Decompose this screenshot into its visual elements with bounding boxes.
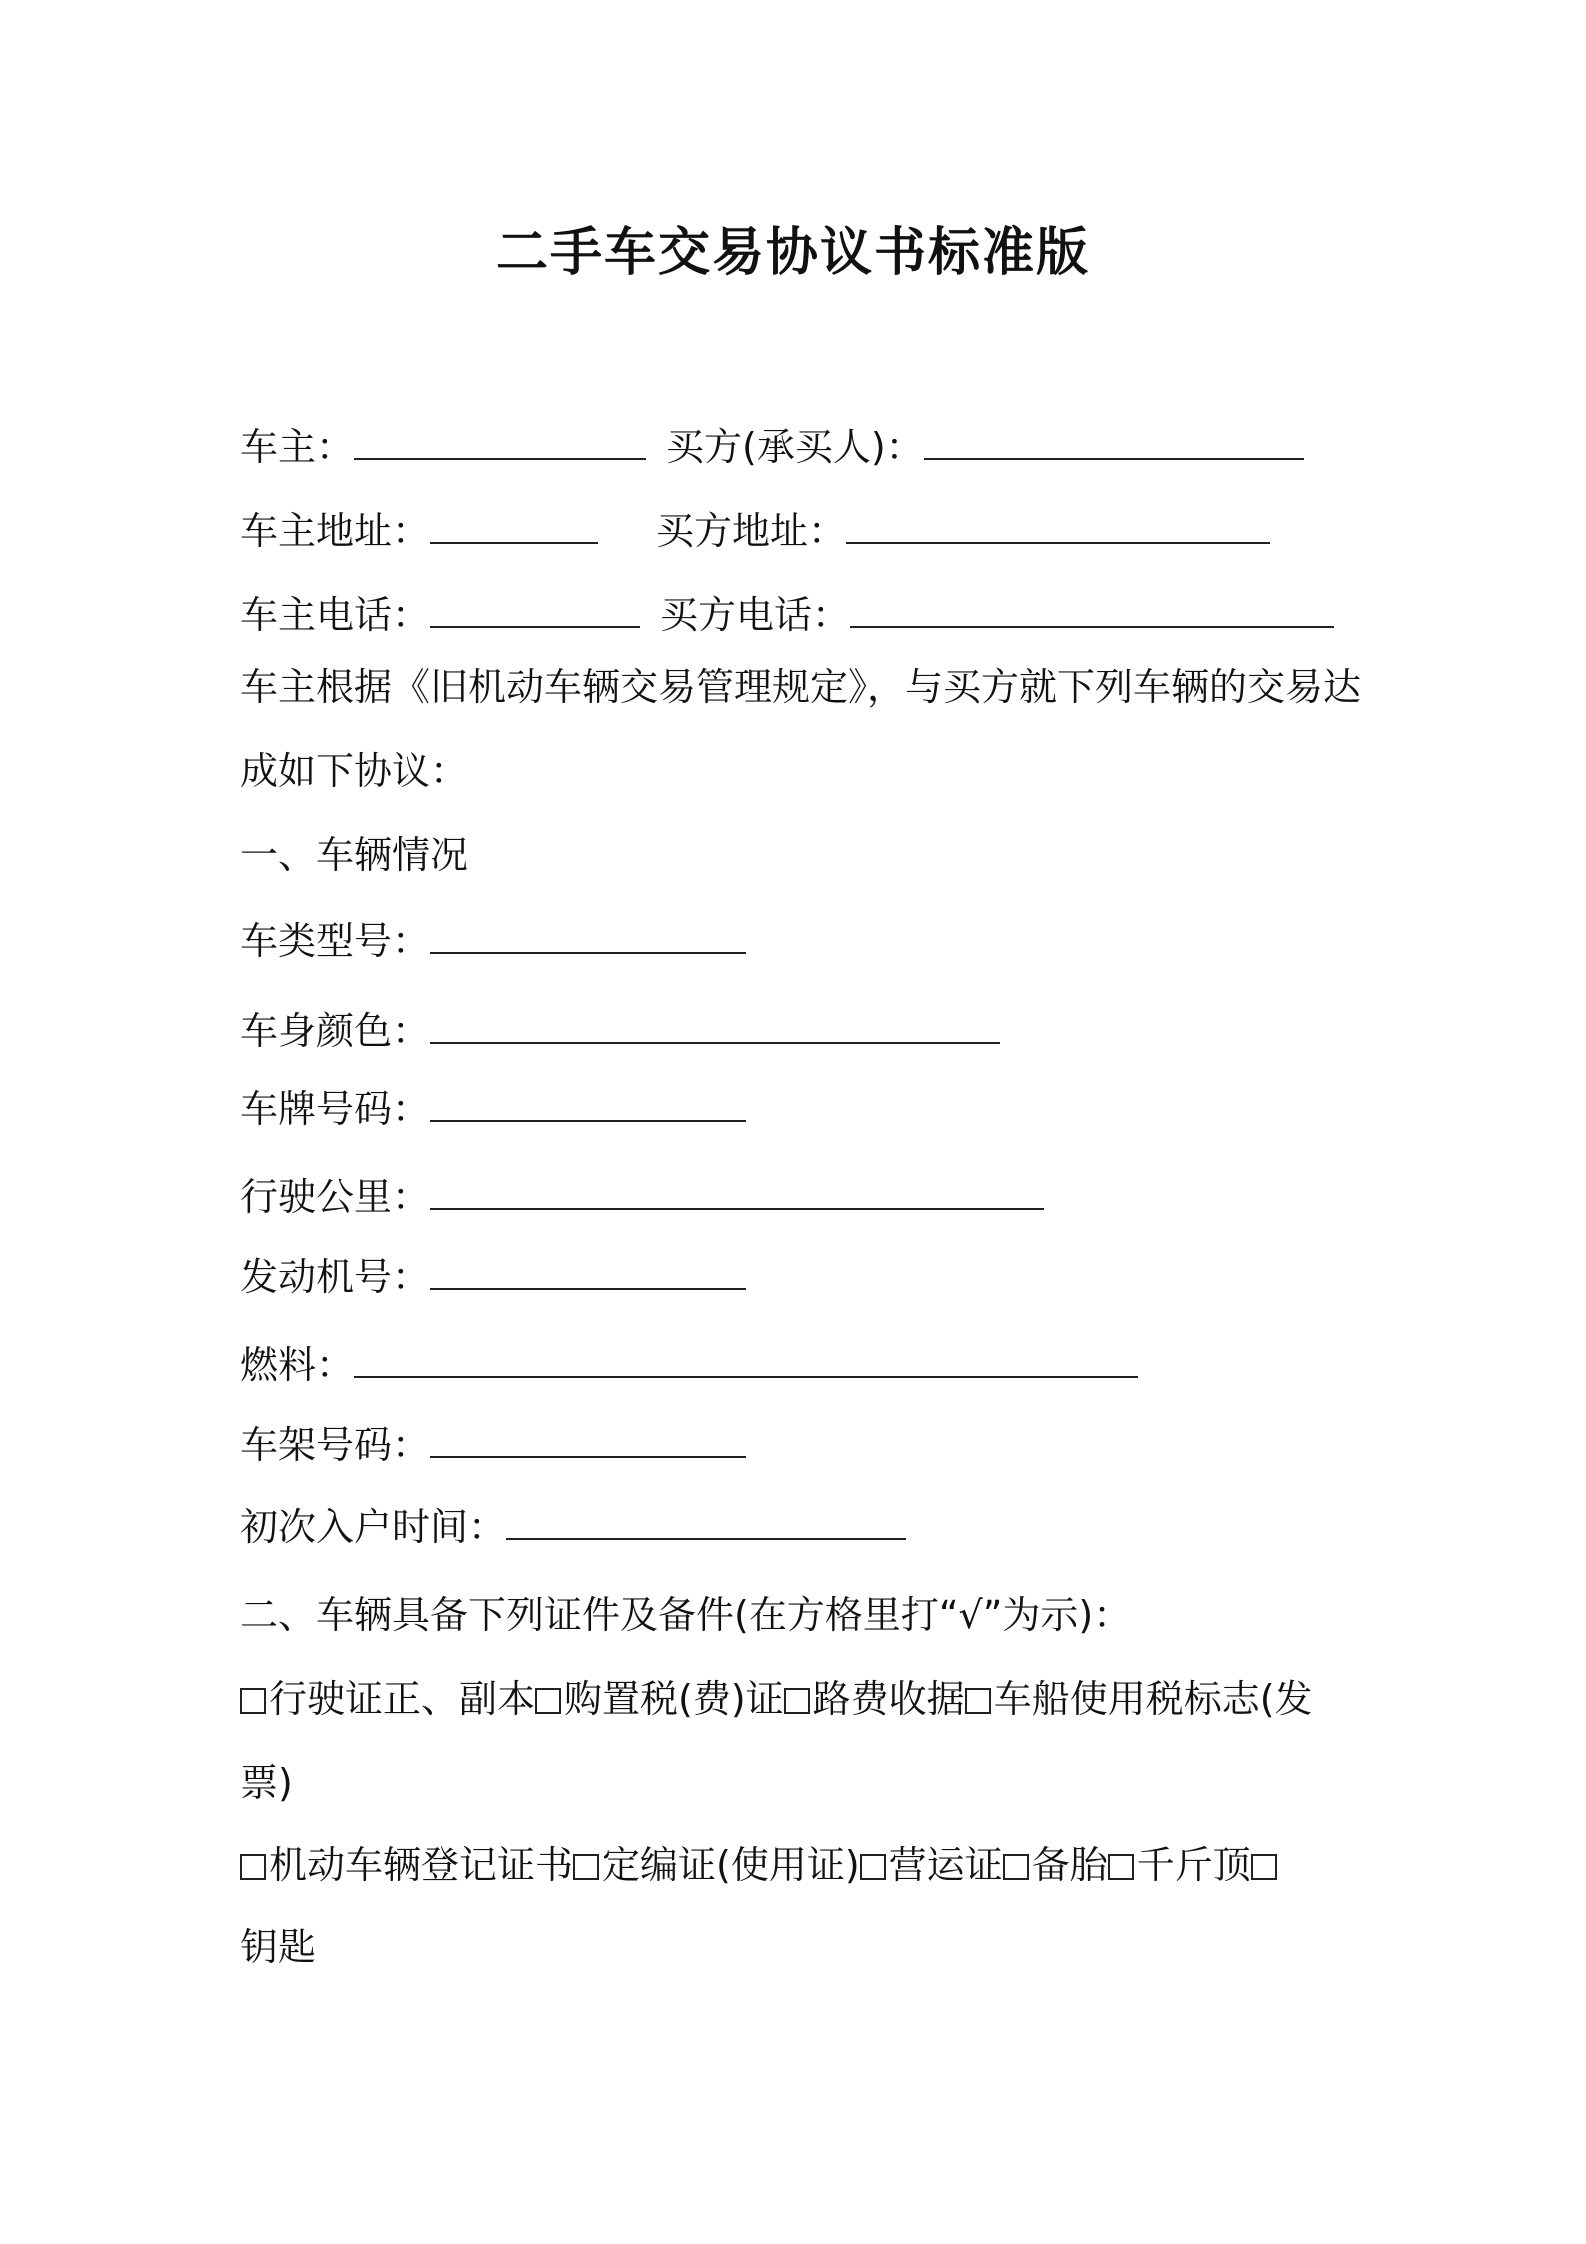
field-plate-row	[240, 1087, 746, 1131]
buyer-phone-label: 买方电话：	[660, 593, 851, 637]
owner-address-blank[interactable]	[430, 512, 598, 544]
buyer-phone-blank[interactable]	[850, 596, 1334, 628]
field-fuel-row	[240, 1343, 1138, 1387]
checkbox-registration-cert[interactable]	[240, 1854, 266, 1880]
field-engine-row	[240, 1255, 746, 1299]
owner-label: 车主：	[240, 425, 355, 469]
owner-buyer-address-row	[240, 509, 1270, 553]
field-first-registration-blank[interactable]	[506, 1508, 906, 1540]
field-plate-blank[interactable]	[430, 1090, 746, 1122]
item-spare-tire: 备胎	[1031, 1843, 1108, 1887]
checkbox-operating-cert[interactable]	[860, 1854, 886, 1880]
buyer-address-label: 买方地址：	[656, 509, 847, 553]
owner-phone-label: 车主电话：	[240, 593, 431, 637]
field-engine-blank[interactable]	[430, 1258, 746, 1290]
field-frame-row	[240, 1423, 746, 1467]
buyer-blank[interactable]	[924, 428, 1304, 460]
owner-blank[interactable]	[354, 428, 646, 460]
checkbox-seating-cert[interactable]	[573, 1854, 599, 1880]
field-engine-label: 发动机号：	[240, 1255, 431, 1299]
field-frame-label: 车架号码：	[240, 1423, 431, 1467]
item-purchase-tax: 购置税(费)证	[564, 1677, 784, 1721]
intro-line-2: 成如下协议：	[240, 749, 469, 793]
field-fuel-label: 燃料：	[240, 1343, 355, 1387]
items-row-2-cont: 钥匙	[240, 1925, 317, 1969]
items-row-2	[240, 1843, 1280, 1887]
items-row-1-cont: 票)	[240, 1761, 293, 1805]
field-frame-blank[interactable]	[430, 1426, 746, 1458]
item-toll-receipt: 路费收据	[812, 1677, 965, 1721]
field-color-label: 车身颜色：	[240, 1009, 431, 1053]
field-first-registration-label: 初次入户时间：	[240, 1505, 507, 1549]
section1-heading: 一、车辆情况	[240, 833, 469, 877]
checkbox-driving-license[interactable]	[240, 1688, 266, 1714]
checkbox-jack[interactable]	[1108, 1854, 1134, 1880]
buyer-address-blank[interactable]	[846, 512, 1270, 544]
field-model-row	[240, 919, 746, 963]
owner-buyer-phone-row	[240, 593, 1334, 637]
checkbox-toll-receipt[interactable]	[784, 1688, 810, 1714]
checkbox-vehicle-tax[interactable]	[965, 1688, 991, 1714]
item-registration-cert: 机动车辆登记证书	[269, 1843, 574, 1887]
section2-heading: 二、车辆具备下列证件及备件(在方格里打“√”为示)：	[240, 1593, 1132, 1637]
field-model-blank[interactable]	[430, 922, 746, 954]
owner-phone-blank[interactable]	[430, 596, 640, 628]
buyer-label: 买方(承买人)：	[666, 425, 924, 469]
field-mileage-blank[interactable]	[430, 1178, 1044, 1210]
owner-address-label: 车主地址：	[240, 509, 431, 553]
item-driving-license: 行驶证正、副本	[269, 1677, 536, 1721]
field-mileage-label: 行驶公里：	[240, 1175, 431, 1219]
checkbox-purchase-tax[interactable]	[535, 1688, 561, 1714]
item-seating-cert: 定编证(使用证)	[602, 1843, 860, 1887]
intro-line-1: 车主根据《旧机动车辆交易管理规定》，与买方就下列车辆的交易达	[240, 665, 1362, 709]
field-color-blank[interactable]	[430, 1012, 1000, 1044]
checkbox-spare-tire[interactable]	[1003, 1854, 1029, 1880]
document-title: 二手车交易协议书标准版	[495, 223, 1090, 283]
owner-buyer-row	[240, 425, 1304, 469]
field-fuel-blank[interactable]	[354, 1346, 1138, 1378]
checkbox-keys[interactable]	[1251, 1854, 1277, 1880]
field-model-label: 车类型号：	[240, 919, 431, 963]
item-jack: 千斤顶	[1136, 1843, 1251, 1887]
field-mileage-row	[240, 1175, 1044, 1219]
item-operating-cert: 营运证	[888, 1843, 1003, 1887]
item-vehicle-tax: 车船使用税标志(发	[993, 1677, 1313, 1721]
field-color-row	[240, 1009, 1000, 1053]
field-plate-label: 车牌号码：	[240, 1087, 431, 1131]
items-row-1	[240, 1677, 1313, 1721]
field-first-registration-row	[240, 1505, 906, 1549]
